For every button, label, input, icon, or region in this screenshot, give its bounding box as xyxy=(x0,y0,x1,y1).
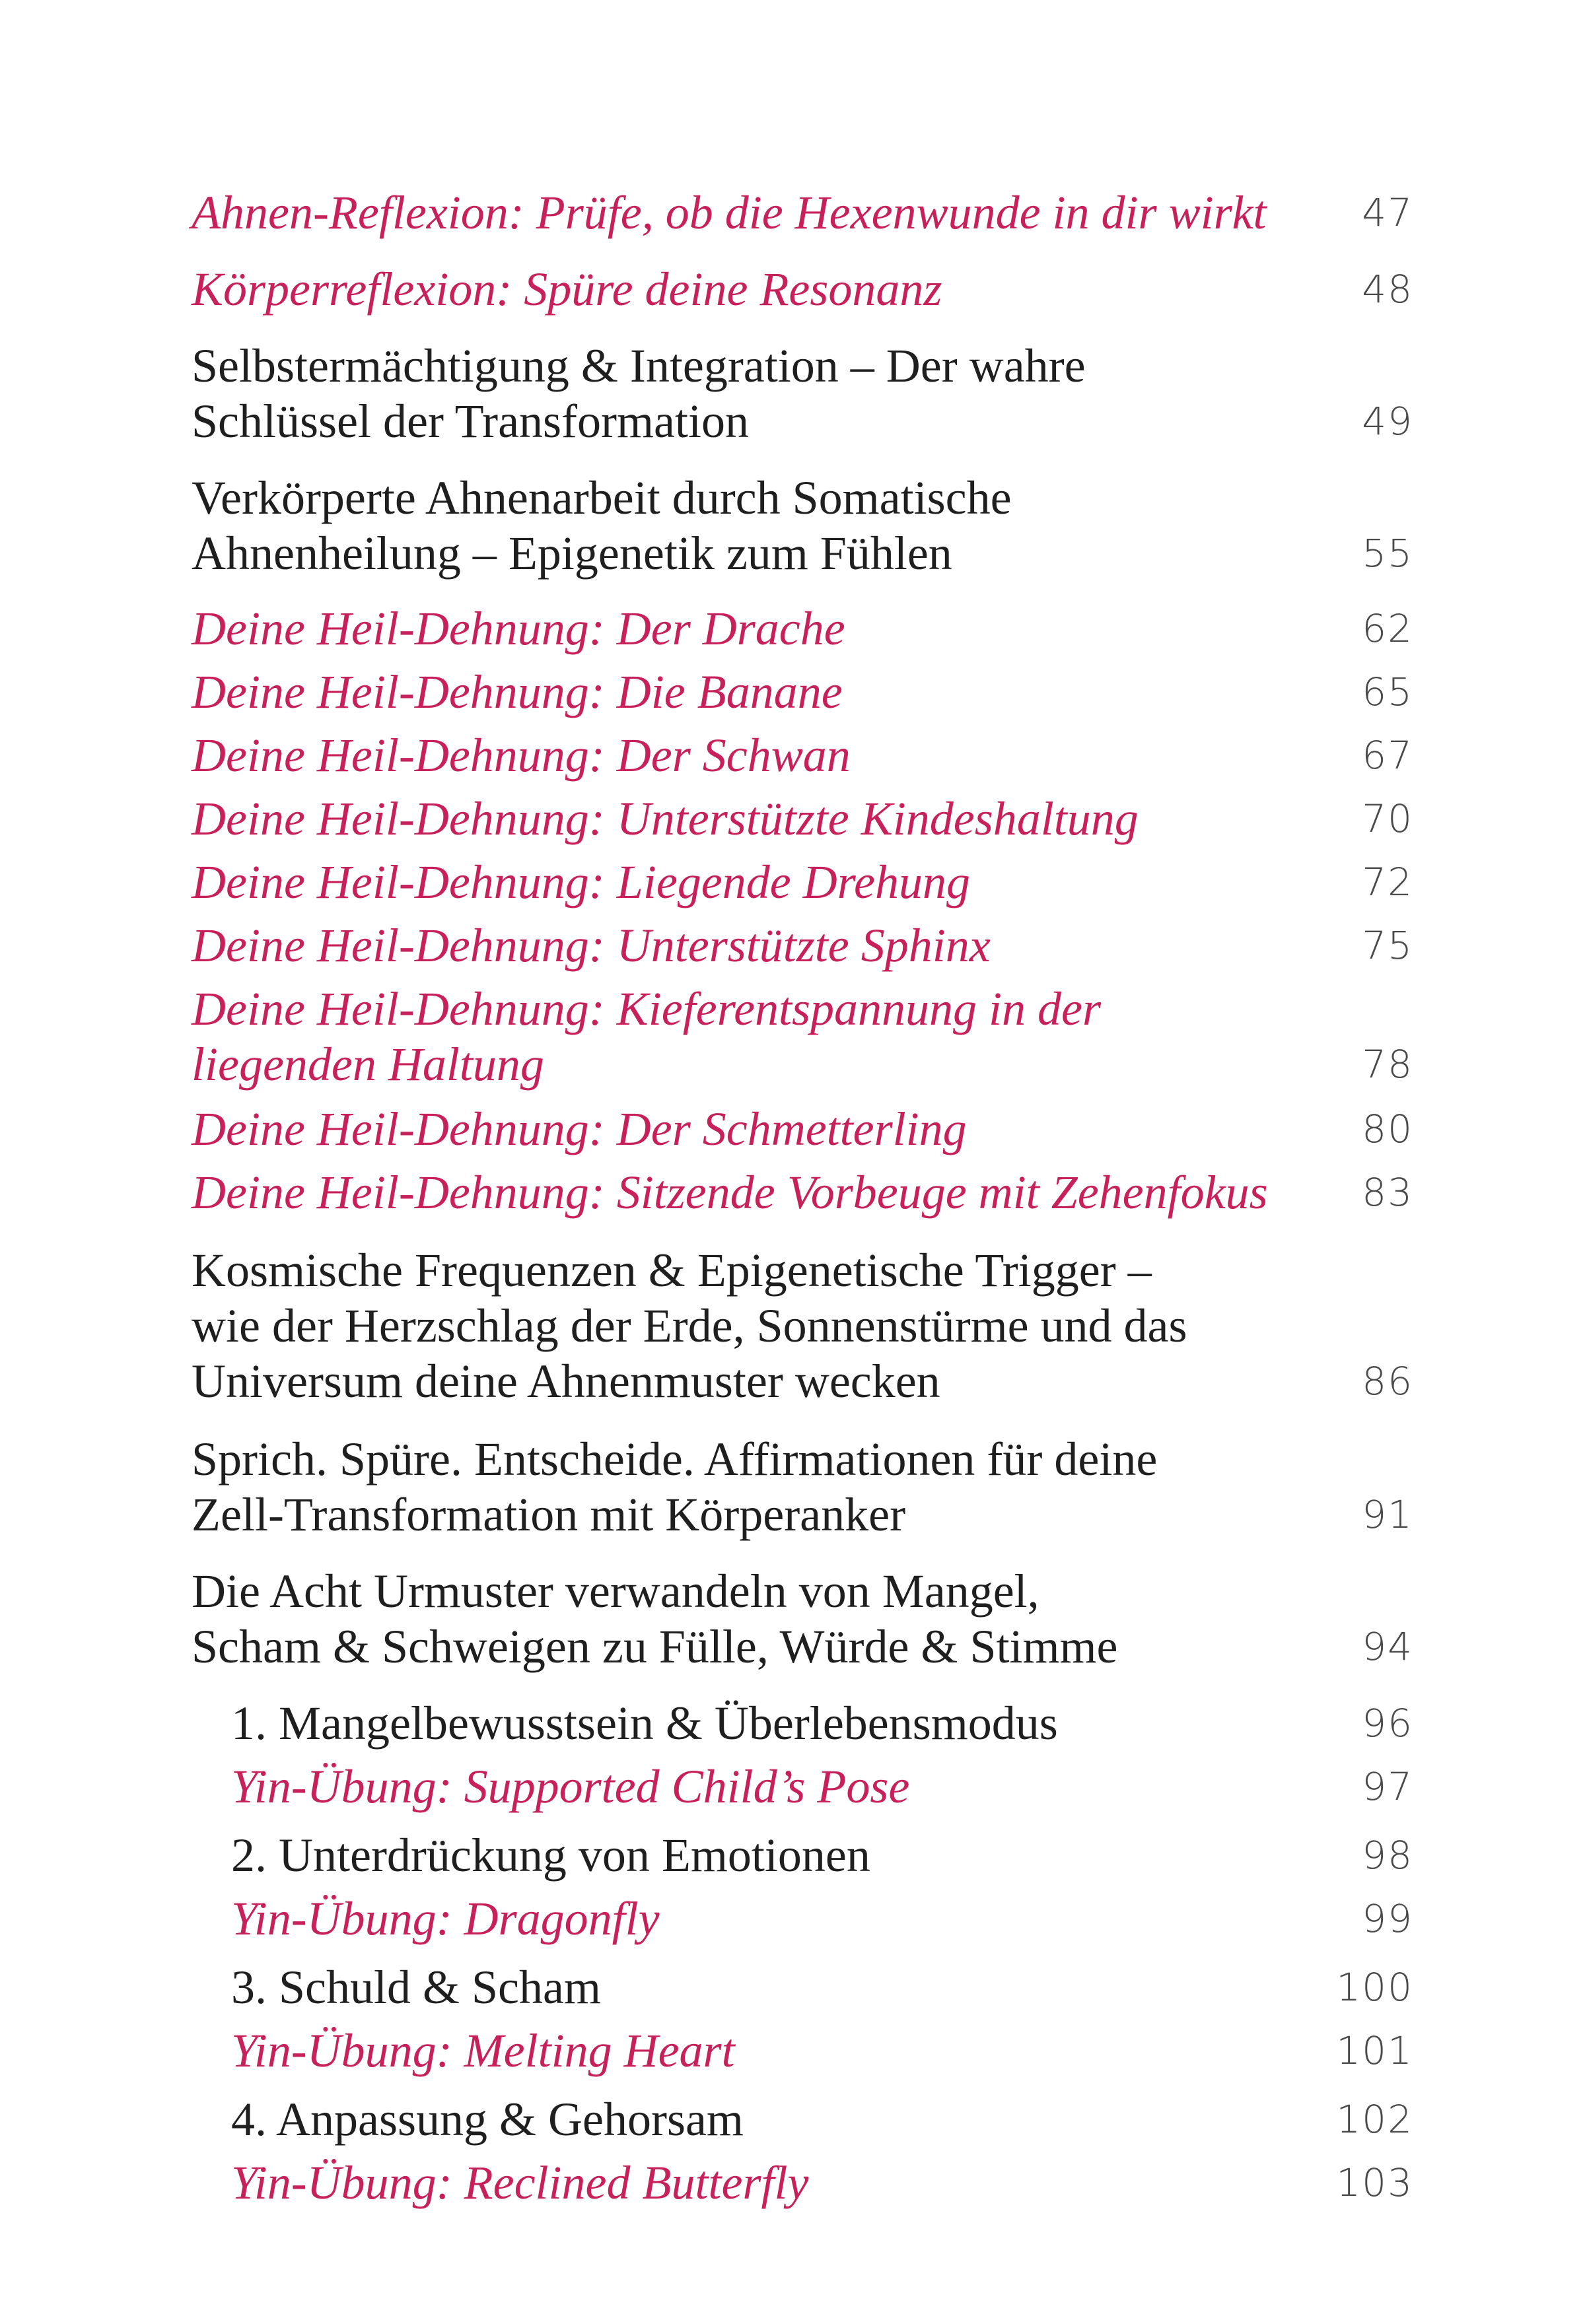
toc-entry xyxy=(231,1828,1413,1883)
toc-entry xyxy=(231,1960,1413,2015)
toc-entry-title: Deine Heil-Dehnung: Liegende Drehung xyxy=(192,856,970,908)
toc-entry-title: Deine Heil-Dehnung: Sitzende Vorbeuge mit Zehenfokus xyxy=(192,1166,1268,1219)
toc-entry xyxy=(231,1759,1413,1814)
toc-entry-title: Deine Heil-Dehnung: Unterstützte Sphinx xyxy=(192,919,991,972)
toc-entry-title: Yin-Übung: Melting Heart xyxy=(231,2024,735,2077)
toc-entry-title: Deine Heil-Dehnung: Der Schmetterling xyxy=(192,1103,967,1155)
toc-entry xyxy=(192,664,1413,720)
toc-entry xyxy=(192,728,1413,783)
toc-entry-title: Kosmische Frequenzen & Epigenetische Trigger – wie der Herzschlag der Erde, Sonnenstürme und das Universum deine Ahnenmuster wecken xyxy=(192,1244,1187,1408)
toc-entry-page: 55 xyxy=(1362,531,1413,576)
toc-entry-title: Körperreflexion: Spüre deine Resonanz xyxy=(192,263,942,316)
toc-entry-page: 67 xyxy=(1362,733,1413,778)
toc-entry-title: Deine Heil-Dehnung: Der Drache xyxy=(192,602,845,655)
toc-entry xyxy=(192,470,1413,581)
toc-entry-title: Die Acht Urmuster verwandeln von Mangel, Scham & Schweigen zu Fülle, Würde & Stimme xyxy=(192,1565,1118,1673)
toc-entry-title: 1. Mangelbewusstsein & Überlebensmodus xyxy=(231,1697,1058,1750)
toc-entry-page: 48 xyxy=(1362,267,1413,312)
toc-entry xyxy=(192,1431,1413,1542)
toc-entry xyxy=(192,261,1413,317)
toc-entry-title: Yin-Übung: Dragonfly xyxy=(231,1892,660,1945)
toc-entry-title: 2. Unterdrückung von Emotionen xyxy=(231,1829,870,1882)
toc-entry xyxy=(231,2023,1413,2078)
toc-entry-page: 86 xyxy=(1362,1359,1413,1404)
toc-entry-title: Ahnen-Reflexion: Prüfe, ob die Hexenwunde in dir wirkt xyxy=(192,186,1267,239)
toc-entry-page: 98 xyxy=(1362,1833,1413,1878)
toc-entry xyxy=(192,601,1413,656)
toc-entry xyxy=(192,338,1413,449)
toc-entry-page: 80 xyxy=(1362,1107,1413,1151)
toc-entry-title: Sprich. Spüre. Entscheide. Affirmationen für deine Zell-Transformation mit Körperanker xyxy=(192,1433,1158,1541)
toc-entry-page: 101 xyxy=(1336,2028,1413,2073)
toc-entry-title: Deine Heil-Dehnung: Kieferentspannung in der liegenden Haltung xyxy=(192,982,1102,1091)
toc-entry-title: Yin-Übung: Supported Child’s Pose xyxy=(231,1760,910,1813)
toc-entry-page: 99 xyxy=(1362,1896,1413,1941)
toc-entry xyxy=(231,1695,1413,1751)
toc-entry xyxy=(231,1891,1413,1946)
toc-entry-page: 102 xyxy=(1336,2097,1413,2142)
toc-entry-page: 75 xyxy=(1362,923,1413,968)
toc-entry-page: 78 xyxy=(1362,1042,1413,1087)
toc-entry xyxy=(192,854,1413,910)
toc-entry-page: 65 xyxy=(1362,669,1413,714)
toc-entry xyxy=(192,918,1413,973)
toc-entry-title: Selbstermächtigung & Integration – Der wahre Schlüssel der Transformation xyxy=(192,339,1086,448)
toc-entry-page: 94 xyxy=(1362,1624,1413,1669)
toc-entry-page: 49 xyxy=(1362,399,1413,444)
toc-entry xyxy=(192,1563,1413,1674)
toc-entry xyxy=(192,1165,1413,1220)
toc-entry-title: Deine Heil-Dehnung: Die Banane xyxy=(192,666,843,718)
toc-entry xyxy=(192,981,1413,1092)
toc-entry-page: 100 xyxy=(1336,1965,1413,2010)
toc-entry xyxy=(192,1101,1413,1157)
toc-entry-page: 70 xyxy=(1362,796,1413,841)
toc-entry-title: Yin-Übung: Reclined Butterfly xyxy=(231,2156,809,2209)
toc-entry-title: 3. Schuld & Scham xyxy=(231,1961,601,2014)
toc-entry-title: Deine Heil-Dehnung: Der Schwan xyxy=(192,729,851,782)
toc-entry-page: 96 xyxy=(1362,1701,1413,1746)
toc-entry-page: 72 xyxy=(1362,860,1413,905)
toc-entry xyxy=(192,1243,1413,1409)
toc-entry-page: 62 xyxy=(1362,606,1413,651)
toc-entry-title: Deine Heil-Dehnung: Unterstützte Kindeshaltung xyxy=(192,792,1139,845)
toc-entry xyxy=(231,2092,1413,2147)
toc-entry-title: 4. Anpassung & Gehorsam xyxy=(231,2093,744,2146)
toc-entry-title: Verkörperte Ahnenarbeit durch Somatische Ahnenheilung – Epigenetik zum Fühlen xyxy=(192,471,1012,580)
toc-entry-page: 97 xyxy=(1362,1764,1413,1809)
toc-entry-page: 103 xyxy=(1336,2160,1413,2205)
toc-entry xyxy=(192,185,1413,240)
toc-entry xyxy=(231,2155,1413,2210)
toc-entry xyxy=(192,791,1413,846)
toc-entry-page: 83 xyxy=(1362,1170,1413,1215)
toc-entry-page: 91 xyxy=(1362,1492,1413,1537)
toc-entry-page: 47 xyxy=(1362,190,1413,235)
